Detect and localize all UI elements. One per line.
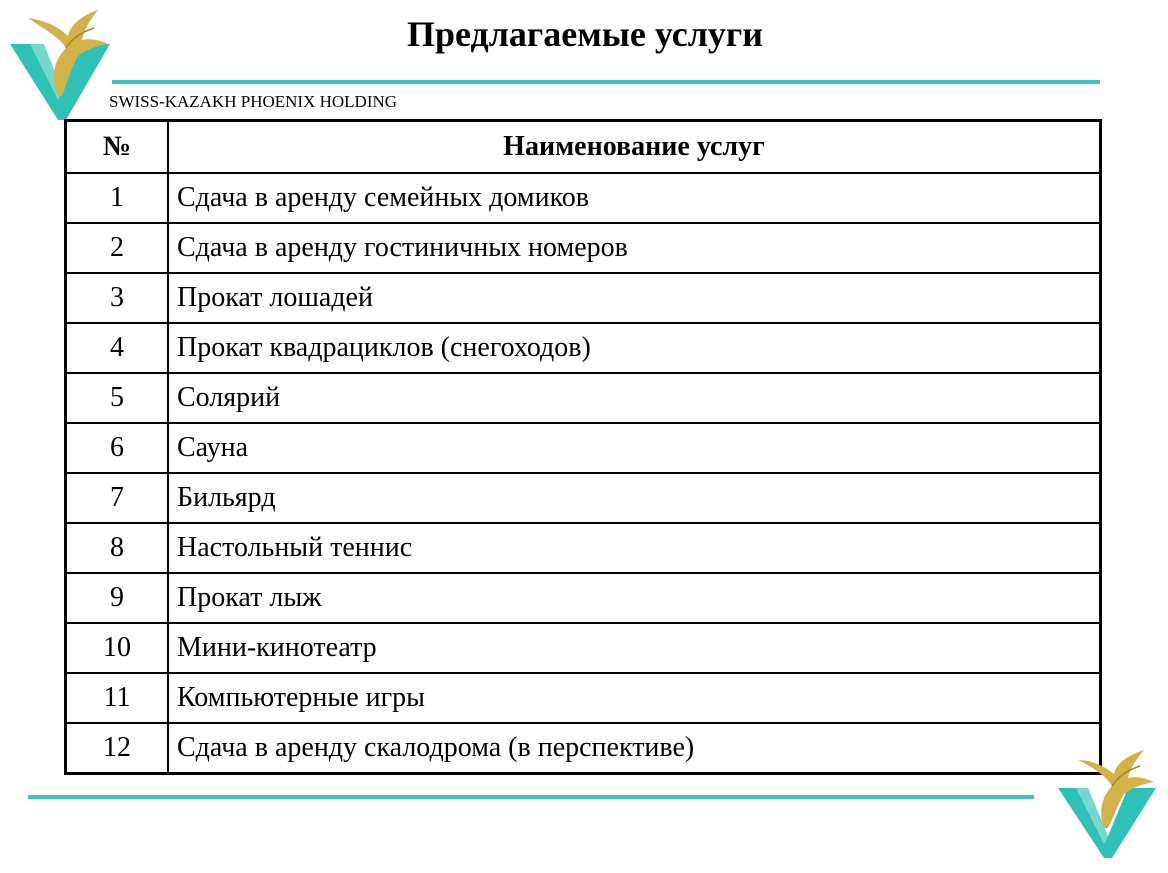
service-name: Сауна <box>168 423 1101 473</box>
row-number: 1 <box>66 173 169 223</box>
bottom-divider <box>28 795 1034 799</box>
row-number: 5 <box>66 373 169 423</box>
table-header-row <box>66 121 1101 174</box>
table-row <box>66 173 1101 223</box>
phoenix-logo-top <box>10 8 114 120</box>
row-number: 3 <box>66 273 169 323</box>
row-number: 4 <box>66 323 169 373</box>
row-number: 8 <box>66 523 169 573</box>
row-number: 6 <box>66 423 169 473</box>
services-table <box>64 119 1102 775</box>
table-row <box>66 673 1101 723</box>
top-divider <box>112 80 1100 84</box>
table-row <box>66 623 1101 673</box>
column-header-number: № <box>66 121 169 174</box>
phoenix-logo-bottom <box>1058 748 1158 860</box>
table-row <box>66 373 1101 423</box>
service-name: Прокат квадрациклов (снегоходов) <box>168 323 1101 373</box>
row-number: 9 <box>66 573 169 623</box>
service-name: Мини-кинотеатр <box>168 623 1101 673</box>
service-name: Прокат лыж <box>168 573 1101 623</box>
row-number: 2 <box>66 223 169 273</box>
phoenix-logo-icon <box>1058 748 1158 860</box>
table-row <box>66 573 1101 623</box>
service-name: Бильярд <box>168 473 1101 523</box>
service-name: Прокат лошадей <box>168 273 1101 323</box>
table-row <box>66 323 1101 373</box>
table-row <box>66 223 1101 273</box>
service-name: Настольный теннис <box>168 523 1101 573</box>
table-row <box>66 273 1101 323</box>
table-row <box>66 723 1101 774</box>
service-name: Сдача в аренду семейных домиков <box>168 173 1101 223</box>
table-row <box>66 423 1101 473</box>
phoenix-logo-icon <box>10 8 114 120</box>
service-name: Компьютерные игры <box>168 673 1101 723</box>
table-row <box>66 523 1101 573</box>
service-name: Солярий <box>168 373 1101 423</box>
column-header-name: Наименование услуг <box>168 121 1101 174</box>
table-row <box>66 473 1101 523</box>
row-number: 10 <box>66 623 169 673</box>
page-title: Предлагаемые услуги <box>406 14 764 54</box>
row-number: 7 <box>66 473 169 523</box>
service-name: Сдача в аренду скалодрома (в перспективе) <box>168 723 1101 774</box>
service-name: Сдача в аренду гостиничных номеров <box>168 223 1101 273</box>
row-number: 12 <box>66 723 169 774</box>
row-number: 11 <box>66 673 169 723</box>
company-name: SWISS-KAZAKH PHOENIX HOLDING <box>109 92 398 111</box>
